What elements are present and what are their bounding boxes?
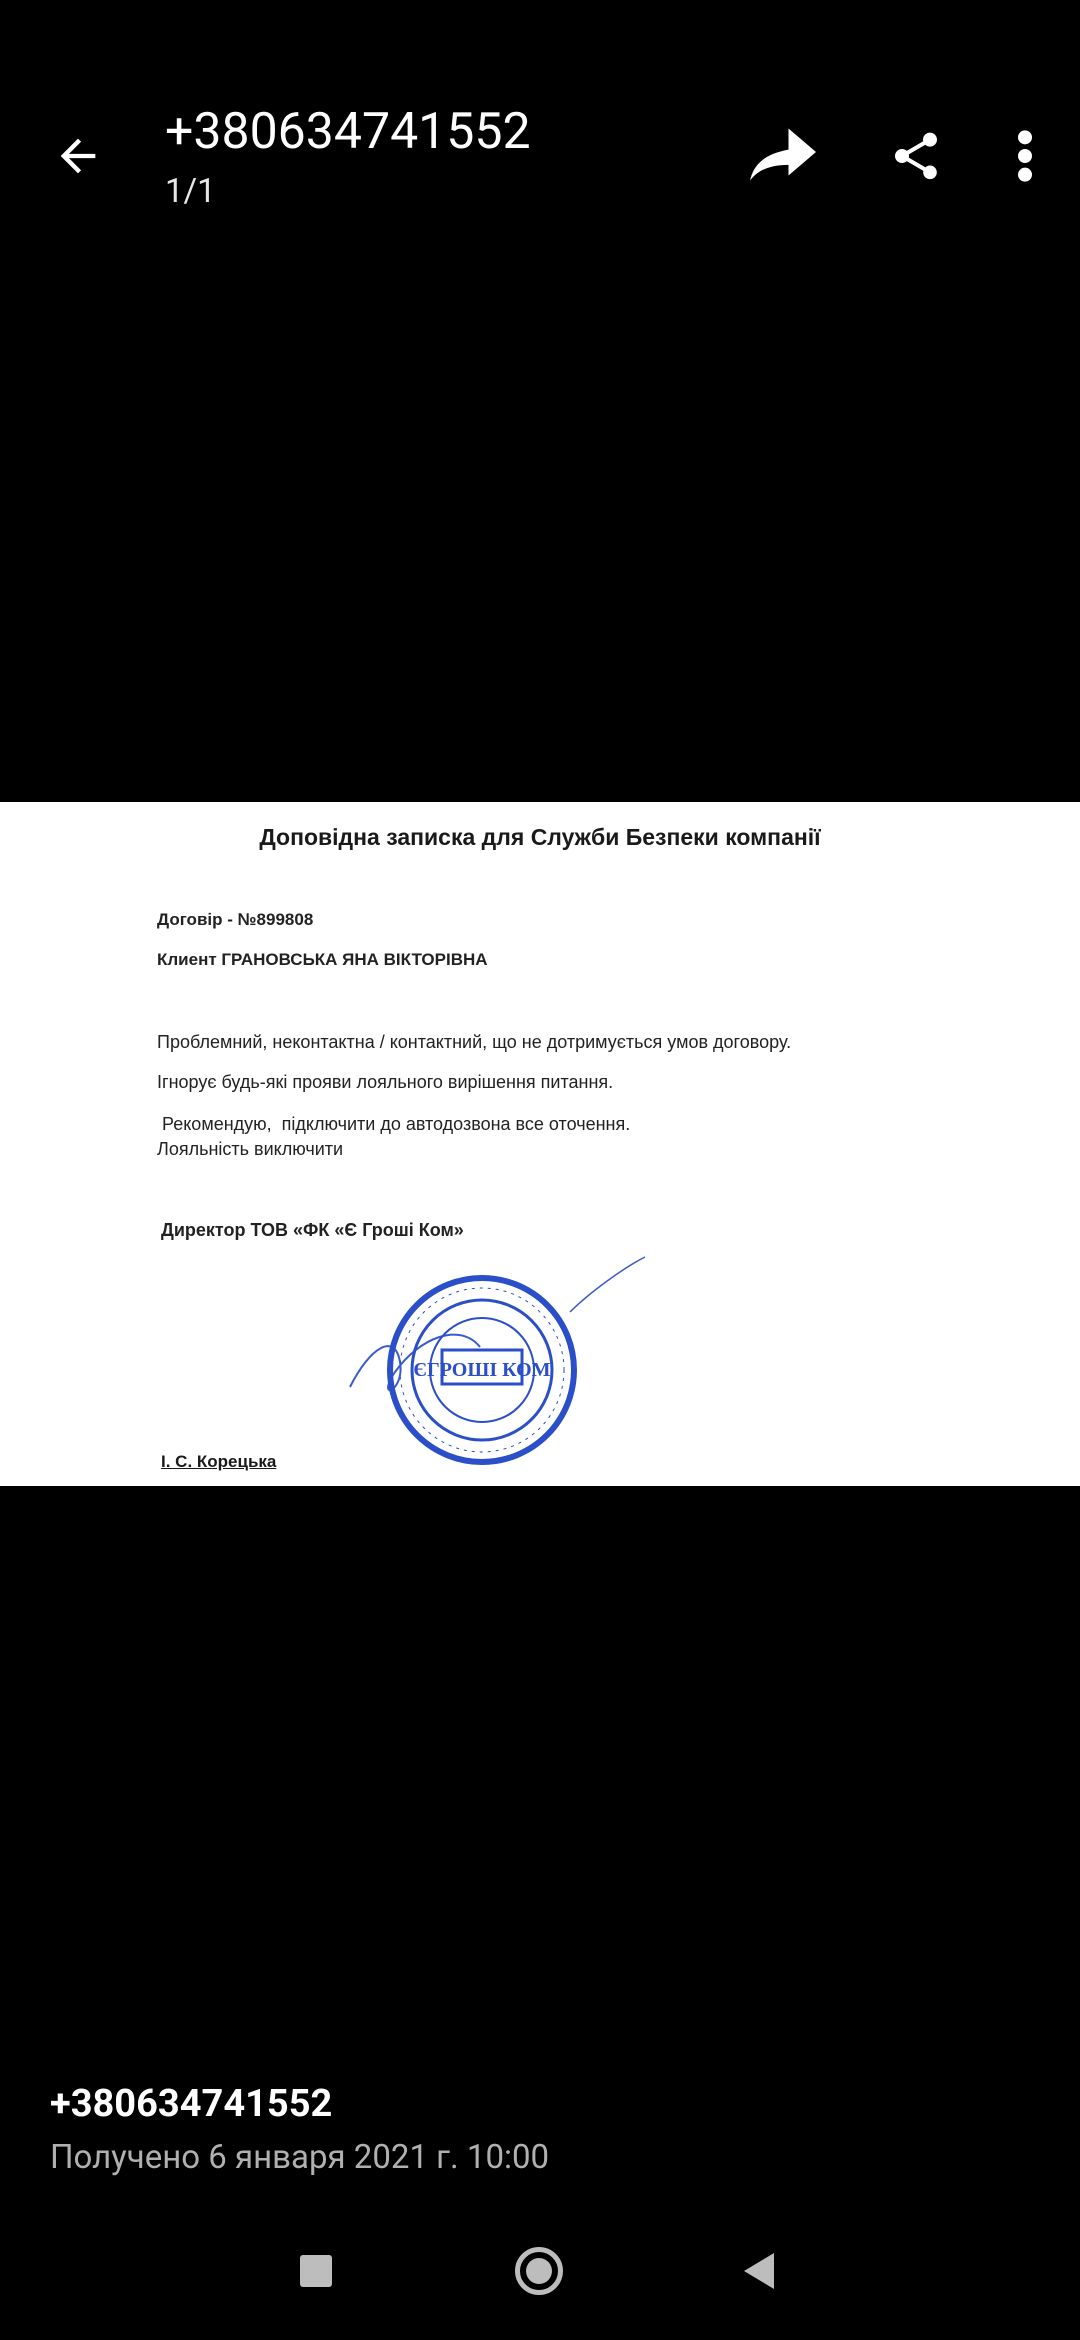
share-icon xyxy=(888,128,944,184)
image-counter: 1/1 xyxy=(165,172,216,211)
company-stamp xyxy=(340,1252,660,1472)
recents-square-icon[interactable] xyxy=(300,2255,332,2287)
document-title: Доповідна записка для Служби Безпеки компанії xyxy=(259,824,821,850)
signer-name: І. С. Корецька xyxy=(161,1452,277,1471)
more-options-button[interactable] xyxy=(1000,118,1050,194)
forward-button[interactable] xyxy=(740,118,826,194)
document-line: Проблемний, неконтактна / контактний, що не дотримується умов договору. xyxy=(157,1032,792,1052)
received-timestamp: Получено 6 января 2021 г. 10:00 xyxy=(50,2138,550,2177)
share-button[interactable] xyxy=(878,118,954,194)
back-triangle-icon[interactable] xyxy=(744,2253,774,2289)
director-line: Директор ТОВ «ФК «Є Гроші Ком» xyxy=(161,1220,464,1240)
forward-icon xyxy=(750,128,816,184)
client-name: Клиент ГРАНОВСЬКА ЯНА ВІКТОРІВНА xyxy=(157,950,488,969)
contract-number: Договір - №899808 xyxy=(157,910,314,929)
conversation-title: +380634741552 xyxy=(165,103,531,161)
more-vert-icon xyxy=(1015,128,1035,184)
home-dot xyxy=(526,2258,552,2284)
back-button[interactable] xyxy=(40,118,116,194)
home-circle-icon[interactable] xyxy=(515,2247,563,2295)
sender-number: +380634741552 xyxy=(50,2082,333,2126)
stamp-text: ЄГРОШІ КОМ xyxy=(413,1359,551,1381)
document-image[interactable] xyxy=(0,802,1080,1486)
back-arrow-icon xyxy=(52,130,104,182)
top-app-bar xyxy=(0,0,1080,320)
document-line: Рекомендую, підключити до автодозвона все оточення. xyxy=(157,1114,631,1134)
document-line: Лояльність виключити xyxy=(157,1139,344,1159)
document-line: Ігнорує будь-які прояви лояльного вирішення питання. xyxy=(157,1072,614,1092)
